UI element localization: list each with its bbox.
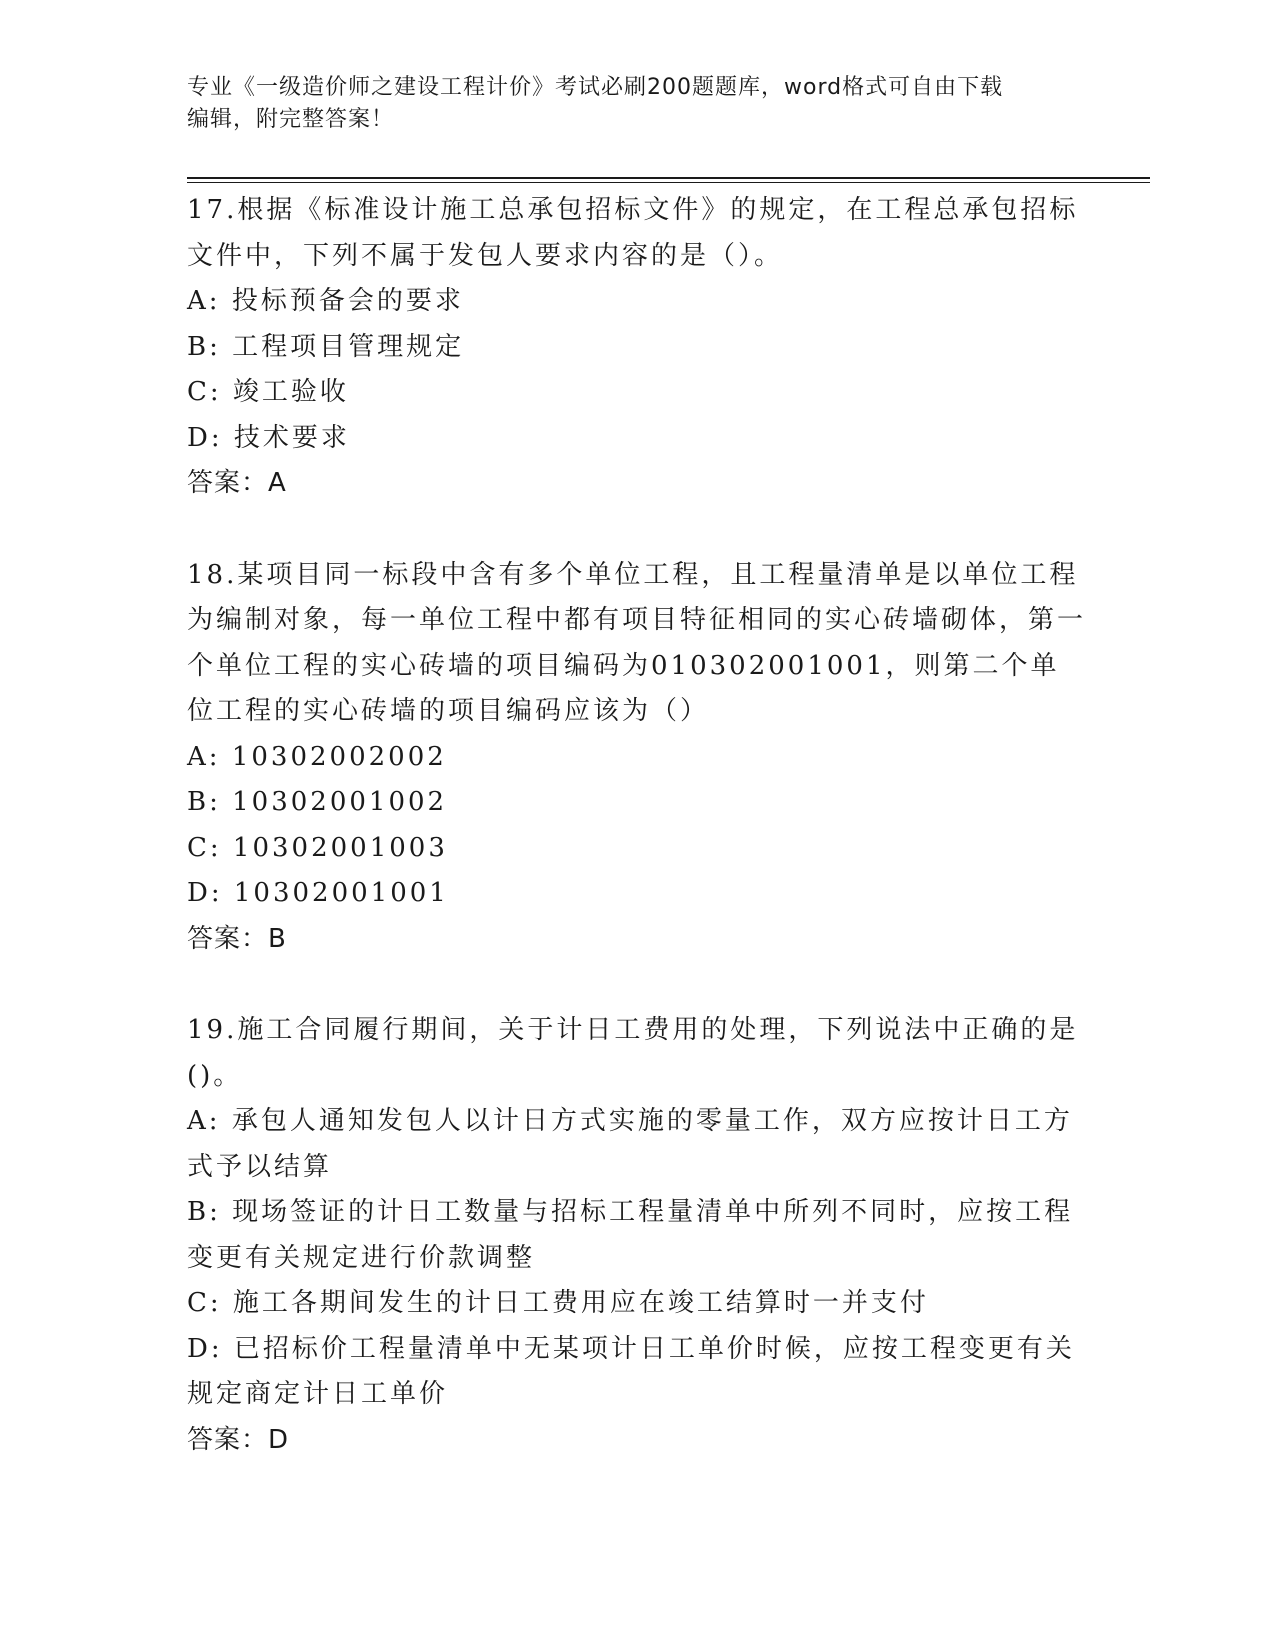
option-d <box>187 871 1087 917</box>
question-text <box>187 188 1087 279</box>
option-key: D: <box>187 1333 223 1364</box>
answer-value: B <box>268 923 287 954</box>
option-b <box>187 325 1087 371</box>
question-body: 某项目同一标段中含有多个单位工程，且工程量清单是以单位工程为编制对象，每一单位工程中都有项目特征相同的实心砖墙砌体，第一个单位工程的实心砖墙的项目编码为010302001001，则第二个单位工程的实心砖墙的项目编码应该为（） <box>187 559 1087 726</box>
answer-label: 答案： <box>187 1424 269 1455</box>
answer-label: 答案： <box>187 923 269 954</box>
option-text: 技术要求 <box>233 422 350 453</box>
option-c <box>187 370 1087 416</box>
question-spacer <box>187 507 1087 553</box>
question-17 <box>187 188 1087 507</box>
option-key: D: <box>187 422 223 453</box>
option-a <box>187 279 1087 325</box>
option-key: C: <box>187 377 222 407</box>
option-text: 现场签证的计日工数量与招标工程量清单中所列不同时，应按工程变更有关规定进行价款调整 <box>187 1197 1074 1273</box>
option-text: 10302002002 <box>231 741 447 772</box>
answer-label: 答案： <box>187 468 269 498</box>
question-number: 17. <box>187 195 238 225</box>
option-key: C: <box>187 832 222 863</box>
header-divider-thick <box>187 177 1150 179</box>
question-number: 18. <box>187 559 238 590</box>
answer-line <box>187 917 1087 963</box>
option-c <box>187 826 1087 872</box>
option-key: D: <box>187 878 223 908</box>
question-19 <box>187 1008 1087 1463</box>
option-text: 10302001001 <box>233 878 449 908</box>
option-b <box>187 1190 1087 1281</box>
option-a <box>187 1099 1087 1190</box>
option-a <box>187 735 1087 781</box>
answer-line <box>187 461 1087 507</box>
question-18 <box>187 553 1087 963</box>
answer-value: D <box>268 1424 290 1455</box>
document-header <box>187 72 1067 136</box>
header-line-1: 专业《一级造价师之建设工程计价》考试必刷200题题库，word格式可自由下载 <box>187 75 1004 100</box>
question-number: 19. <box>187 1015 238 1045</box>
question-text <box>187 1008 1087 1099</box>
option-key: B: <box>187 1197 221 1227</box>
option-d <box>187 416 1087 462</box>
option-text: 投标预备会的要求 <box>231 286 464 316</box>
option-text: 施工各期间发生的计日工费用应在竣工结算时一并支付 <box>232 1288 929 1318</box>
question-body: 施工合同履行期间，关于计日工费用的处理，下列说法中正确的是()。 <box>187 1015 1079 1091</box>
answer-value: A <box>268 468 287 498</box>
option-key: C: <box>187 1288 222 1318</box>
header-line-2: 编辑，附完整答案！ <box>187 107 395 132</box>
option-d <box>187 1327 1087 1418</box>
question-text <box>187 553 1087 735</box>
option-key: A: <box>187 1106 221 1136</box>
option-key: A: <box>187 286 221 316</box>
question-list <box>187 188 1087 1463</box>
question-spacer <box>187 962 1087 1008</box>
option-text: 已招标价工程量清单中无某项计日工单价时候，应按工程变更有关规定商定计日工单价 <box>187 1333 1075 1409</box>
option-key: A: <box>187 741 221 772</box>
option-text: 承包人通知发包人以计日方式实施的零量工作，双方应按计日工方式予以结算 <box>187 1106 1073 1182</box>
option-text: 10302001003 <box>232 832 448 863</box>
option-text: 工程项目管理规定 <box>232 331 465 362</box>
answer-line <box>187 1418 1087 1464</box>
option-key: B: <box>187 787 221 817</box>
header-divider-thin <box>187 182 1150 183</box>
option-key: B: <box>187 331 221 362</box>
option-text: 10302001002 <box>232 787 448 817</box>
option-b <box>187 780 1087 826</box>
option-c <box>187 1281 1087 1327</box>
question-body: 根据《标准设计施工总承包招标文件》的规定，在工程总承包招标文件中，下列不属于发包人要求内容的是（）。 <box>187 195 1079 271</box>
option-text: 竣工验收 <box>232 377 349 407</box>
